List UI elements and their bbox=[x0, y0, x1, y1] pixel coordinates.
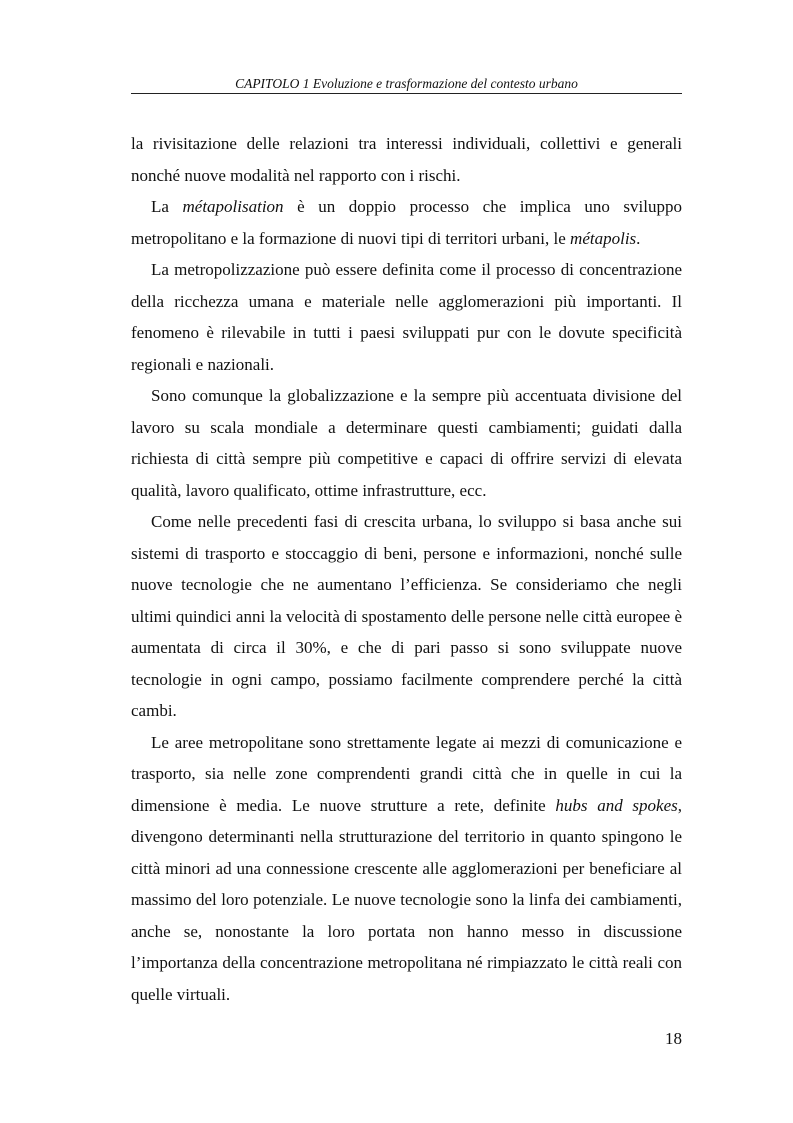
paragraph-2-middle: è un doppio processo che implica uno sviluppo metropolitano e la formazione di nuovi tipi di territori urbani, le bbox=[131, 197, 682, 248]
paragraph-3: La metropolizzazione può essere definita come il processo di concentrazione della ricchezza umana e materiale nelle agglomerazioni più importanti. Il fenomeno è rilevabile in tutti i paesi sviluppati pur con le dovute specificità regionali e nazionali. bbox=[131, 260, 682, 374]
term-metapolisation: métapolisation bbox=[182, 197, 284, 216]
paragraph-5: Come nelle precedenti fasi di crescita urbana, lo sviluppo si basa anche sui sistemi di trasporto e stoccaggio di beni, persone e informazioni, nonché sulle nuove tecnologie che ne aumentano l’efficienza. Se consideriamo che negli ultimi quindici anni la velocità di spostamento delle persone nelle città europee è aumentata di circa il 30%, e che di pari passo si sono sviluppate nuove tecnologie in ogni campo, possiamo facilmente comprendere perché la città cambi. bbox=[131, 512, 682, 720]
paragraph-2-after: . bbox=[636, 228, 641, 248]
paragraph-2-before: La bbox=[151, 197, 183, 216]
term-hubs-and-spokes: hubs and spokes bbox=[555, 795, 678, 815]
paragraph-1: la rivisitazione delle relazioni tra interessi individuali, collettivi e generali nonché nuove modalità nel rapporto con i rischi. bbox=[131, 134, 682, 185]
header-rule bbox=[131, 93, 682, 94]
paragraph-2 bbox=[131, 191, 682, 254]
paragraph-6 bbox=[131, 727, 682, 1011]
paragraph-6-before: Le aree metropolitane sono strettamente legate ai mezzi di comunicazione e trasporto, sia nelle zone comprendenti grandi città che in quelle in cui la dimensione è media. Le nuove strutture a rete, definite bbox=[131, 732, 682, 815]
page-number: 18 bbox=[665, 1029, 682, 1048]
paragraph-4: Sono comunque la globalizzazione e la sempre più accentuata divisione del lavoro su scala mondiale a determinare questi cambiamenti; guidati dalla richiesta di città sempre più competitive e capaci di offrire servizi di elevata qualità, lavoro qualificato, ottime infrastrutture, ecc. bbox=[131, 386, 682, 500]
running-header: CAPITOLO 1 Evoluzione e trasformazione del contesto urbano bbox=[235, 76, 578, 91]
term-metapolis: métapolis bbox=[570, 228, 637, 248]
paragraph-6-after: , divengono determinanti nella strutturazione del territorio in quanto spingono le città minori ad una connessione crescente alle agglomerazioni per beneficiare al massimo del loro potenziale. Le nuove tecnologie sono la linfa dei cambiamenti, anche se, nonostante la loro portata non hanno messo in discussione l’importanza della concentrazione metropolitana né rimpiazzato le città reali con quelle virtuali. bbox=[131, 795, 682, 1004]
body-text bbox=[131, 128, 682, 1010]
